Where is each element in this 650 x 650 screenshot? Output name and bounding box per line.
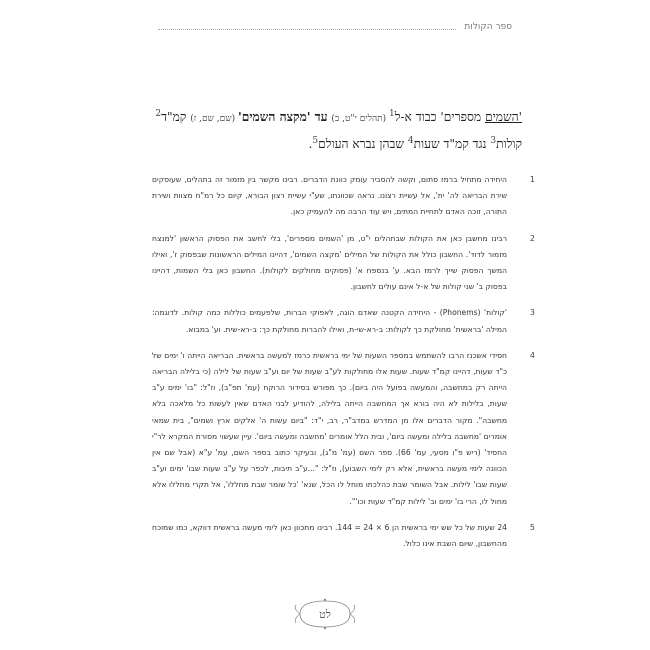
footnote-text: 24 שעות של כל שש ימי בראשית הן 6 × 24 = 144. רבינו מתכוון כאן לימי מעשה בראשית דווקא, כמו שמוכח מהחשבון, שיום השבת אינו כלול.	[152, 522, 507, 549]
header-dotted-rule	[158, 29, 456, 30]
footnote	[152, 172, 535, 221]
main-text	[140, 103, 522, 155]
main-phrase: עד 'מקצה השמים'	[238, 110, 328, 125]
footnote-text: חסידי אשכנז הרבו להשתמש במספר השעות של ימי בראשית כרמז למעשה בראשית. הבריאה הייתה ו' ימים של כ"ד שעות, דהיינו קמ"ד שעות. שעות אלו מחולקות לע"ב שעות של יום וע"ב שעות של לילה (כי בלילה הבריאה הייתה רק במחשבה, והמעשה בפועל היה ביום). כך מפורש בסידור הרוקח (עמ' תפ"ב), וז"ל: "בו' ימים ע"ב שעות, בלילות לא היה בורא אך המחשבה הייתה בלילה, להודיע לבני האדם שאין לעשות כל מלאכה בלא מחשבה". מקור הדברים אלו מן המדרש במדב"ר, רב, י"ד: "ביום עשות ה' אלקים ארץ ושמים", בית שמאי אומרים 'מחשבה בלילה ומעשה ביום', ובית הלל אומרים 'מחשבה ומעשה ביום'. עיין שעשוי מסורת המקרא לר"י החסיד' (ריש פ"ו מסעי, עמ' 66). ספר השם (עמ' מ"ג), ובעיקר כתוב בספר השם, עמ' ע"א (אבל שם אין הכוונה לימי מעשה בראשית, אלא רק לימי השבוע), וז"ל: "...ע"ב תיבות, לכפר על ע"ב שעות שבו' ימים וע"ב שעות שבו' לילות. אבל השומר שבת כהלכתו מוחל לו הכל, שנא' 'כל שומר שבת מחללו', אל תקרי מחללו אלא מחול לו, הרי בו' ימים וב' לילות קמ"ד שעות וכו'".	[152, 350, 507, 506]
footnote	[152, 305, 535, 337]
source-citation: (תהלים י"ט, ב)	[331, 114, 389, 125]
main-phrase: 'השמים	[484, 110, 522, 125]
main-phrase: נגד קמ"ד שעות	[413, 137, 491, 152]
main-phrase: קמ"ד	[161, 110, 187, 125]
main-text-line-1	[140, 103, 522, 130]
footnote-ref: 2	[155, 109, 162, 119]
page-number: לט	[319, 607, 331, 621]
main-phrase: קולות	[496, 137, 522, 152]
footnote-text: 'קולות' (Phonems) - היחידה הקטנה שאדם הוגה, לאפוקי הברות, שלפעמים כוללות כמה קולות. לדוגמה: המילה 'בראשית' מחולקת כך לקולות: ב-רא-שי-ת, ואילו להברות מחולקת כך: ב-רא-שית. וע' במבוא.	[152, 308, 507, 334]
footnotes	[152, 172, 535, 562]
footnote-ref: 5	[312, 136, 319, 147]
footnote-number: 1	[529, 175, 535, 184]
main-phrase: .	[308, 137, 313, 152]
main-phrase: מספרים' כבוד א-ל	[394, 110, 485, 125]
footnote-text: רבינו מחשבן כאן את הקולות שבתהלים י"ט, מן 'השמים מספרים', בלי לחשב את הפסוק הראשון 'למנצח מזמור לדוד'. החשבון כולל את הקולות של המילים 'מקצה השמים', דהיינו המילים הראשונות שבפסוק ז', ואילו המשך הפסוק שייך לרמז הבא. ע' בנספח א' (פסוקים מחולקים לקולות). החשבון כאן בלי השמות, דהיינו בפסוק ב' שני קולות של א-ל אינם עולים לחשבון.	[152, 233, 507, 292]
footnote	[152, 348, 535, 510]
running-title: ספר הקולות	[464, 22, 512, 32]
footnote-number: 4	[529, 350, 535, 360]
running-header	[150, 22, 512, 32]
page-number-ornament	[292, 597, 358, 631]
footnote-ref: 4	[407, 136, 414, 147]
footnote-number: 5	[529, 522, 535, 532]
footnote-ref: 1	[389, 109, 395, 119]
footnote-number: 2	[529, 233, 535, 243]
footnote	[152, 520, 535, 552]
footnote-ref: 3	[490, 136, 497, 147]
footnote-text: היחידה מתחיל ברמז סתום, וקשה להסביר עומק כוונת הדברים. רבינו מקשר בין מזמור זה בתהלים, שעוסקים שירת הבריאה לה' ית', אל עשיית רצונו. נראה שכוונתו, שע"י עשיית רצון הבורא, קיום כל רמ"ח מצוות ושירת התורה, זוכה האדם לתחיית המתים, ויש עוד הרבה מה להעמיק כאן.	[152, 175, 507, 217]
source-citation: (שם, שם, ז)	[190, 114, 239, 125]
footnote-number: 3	[529, 308, 535, 318]
main-phrase: שבהן נברא העולם	[318, 137, 408, 152]
footnote	[152, 231, 535, 296]
main-text-line-2	[140, 130, 522, 155]
